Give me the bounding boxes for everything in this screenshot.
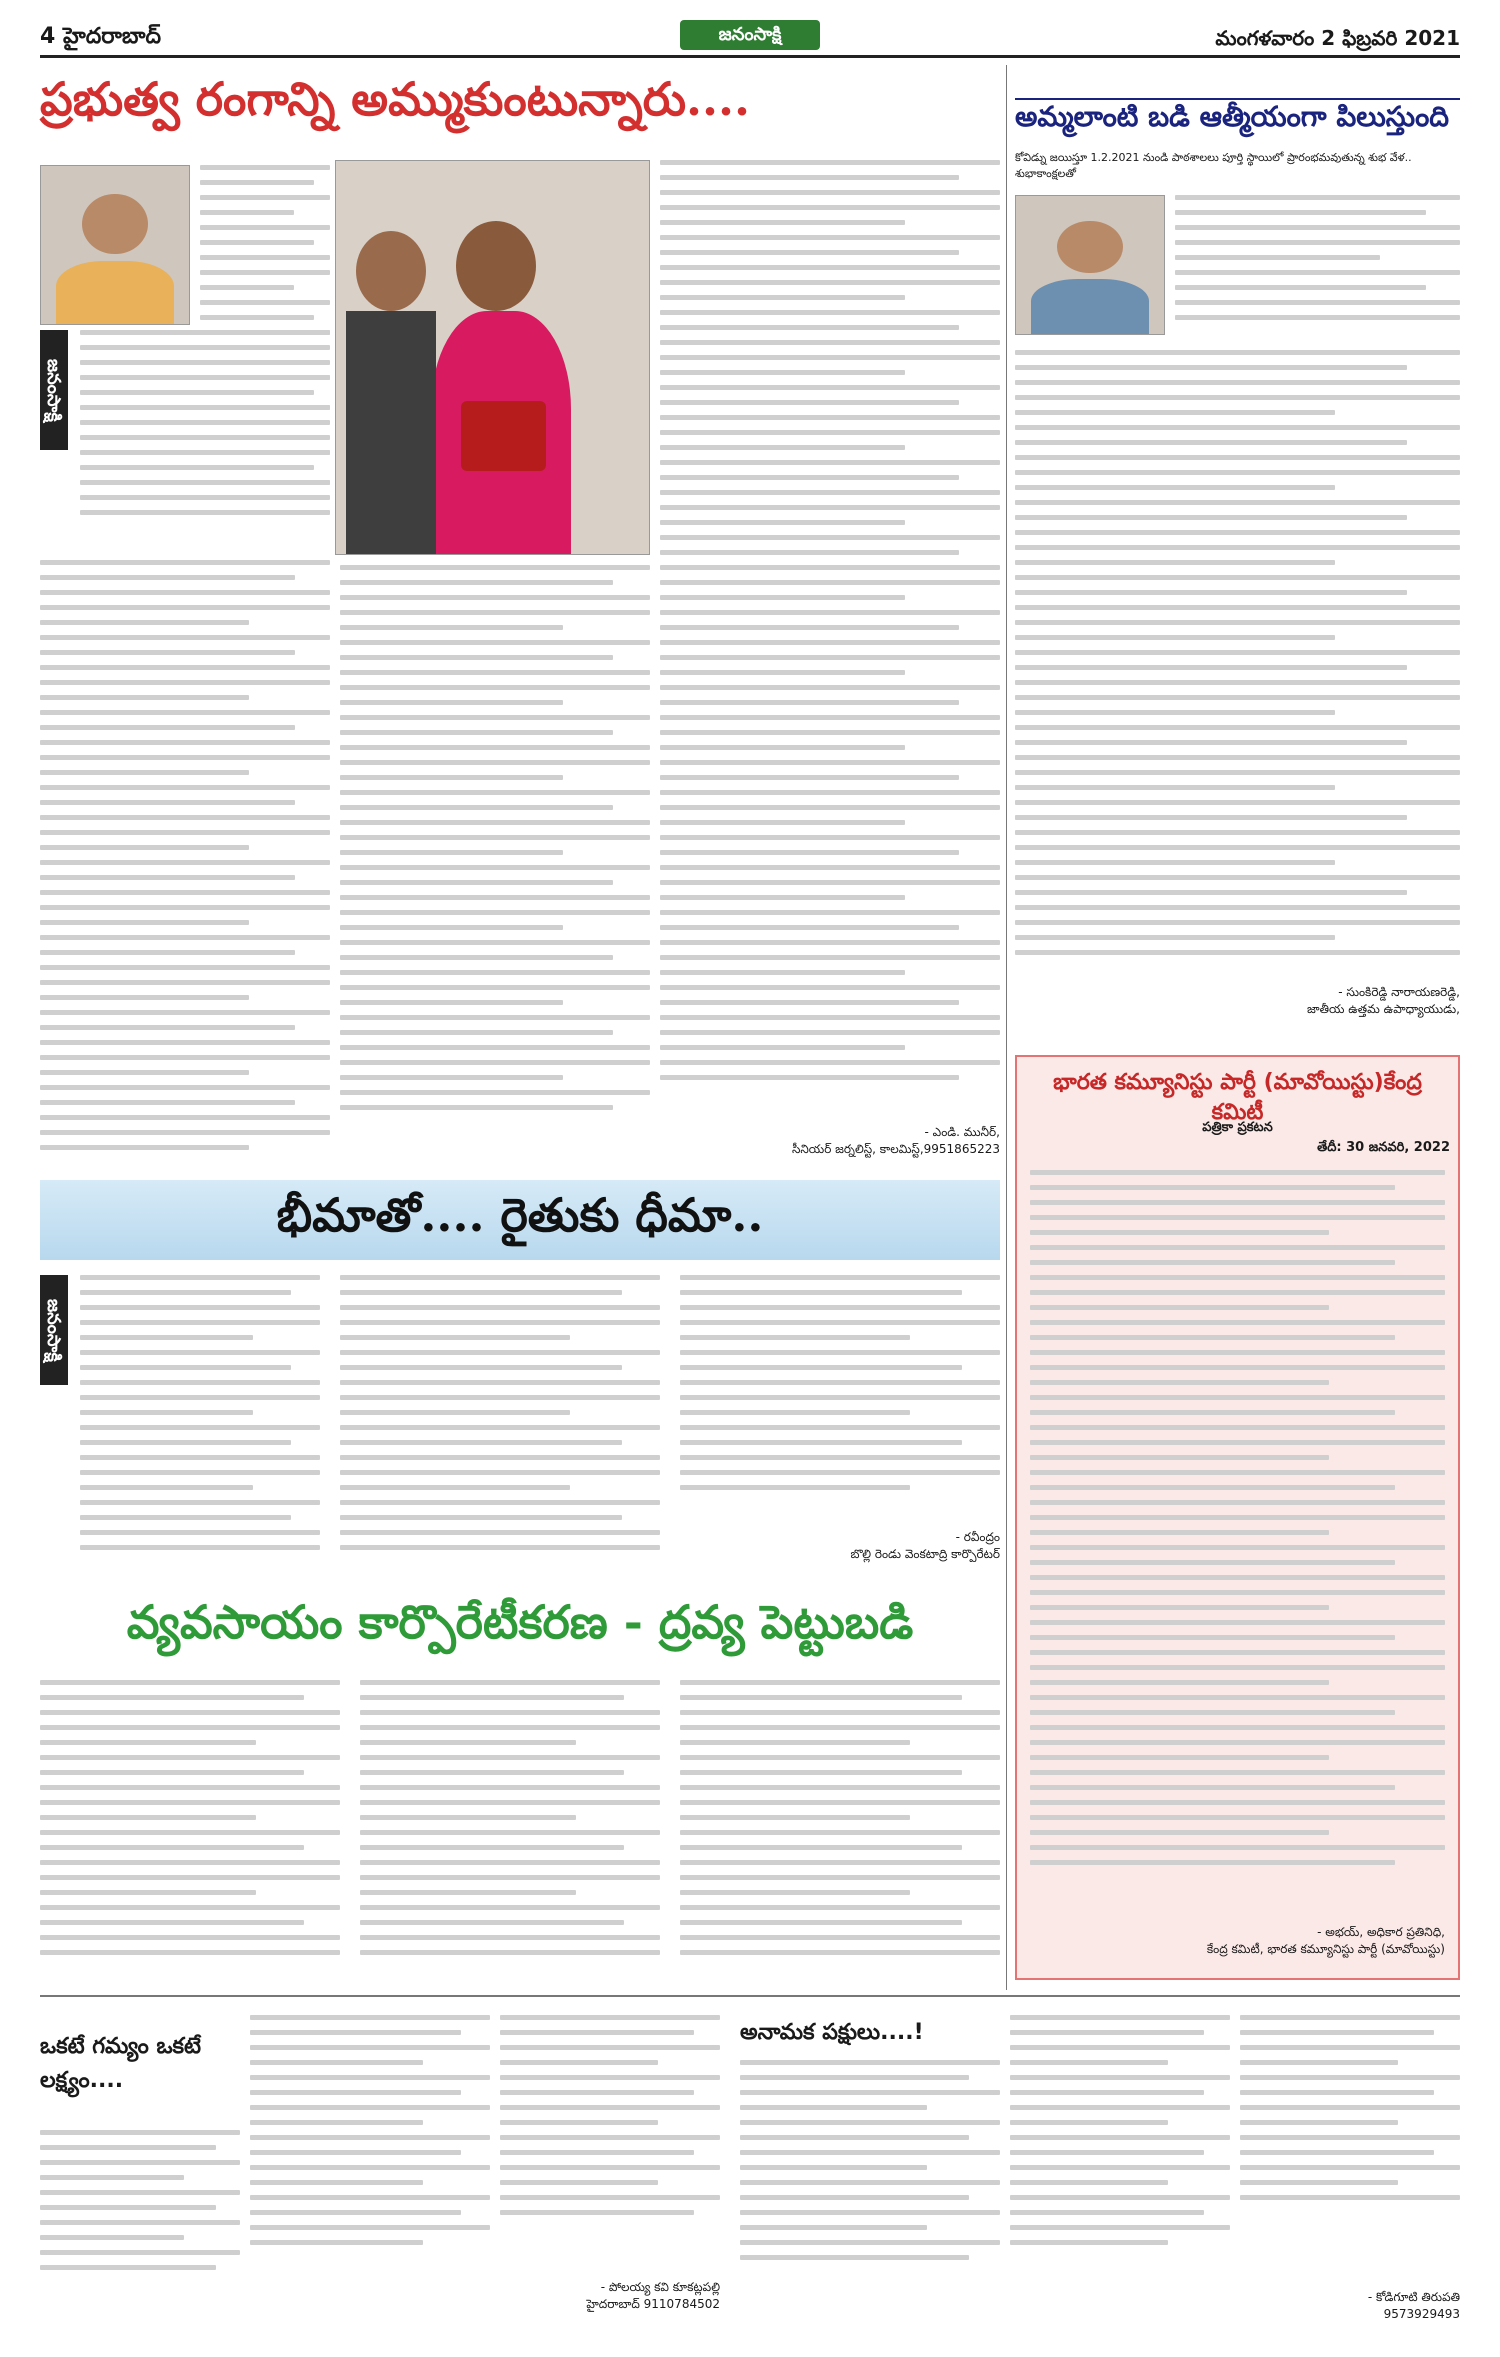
- column-divider: [1006, 65, 1007, 1990]
- maoist-title: భారత కమ్యూనిస్టు పార్టీ (మావోయిస్టు)కేంద్ర కమిటీ: [1053, 1070, 1422, 1125]
- right-author-photo: [1015, 195, 1165, 335]
- page-header: [40, 18, 1460, 58]
- bhima-tag: జనంసాక్షి: [40, 1275, 68, 1385]
- bhima-col-1: [80, 1275, 320, 1575]
- lead-col-2: [340, 565, 650, 1145]
- poem-1-left: [40, 2130, 240, 2330]
- poem-divider: [40, 1995, 1460, 1997]
- poem-1-col-3: [500, 2015, 720, 2305]
- lead-col-1b: [80, 330, 330, 545]
- poem-1-col-2: [250, 2015, 490, 2305]
- right-col-1: [1175, 195, 1460, 345]
- side-tag: జనంసాక్షి: [40, 330, 68, 450]
- poem-2-byline: - కోడిగూటి తిరుపతి 9573929493: [1367, 2290, 1460, 2321]
- poem-1-byline: - పోలయ్య కవి కూకట్లపల్లి హైదరాబాద్ 9110784502: [586, 2280, 720, 2311]
- maoist-body: [1030, 1170, 1445, 1910]
- right-subline: కోవిడ్ను జయిస్తూ 1.2.2021 నుండి పాఠశాలలు పూర్తి స్థాయిలో ప్రారంభమవుతున్న శుభ వేళ.. శుభాకాంక్షలతో: [1015, 151, 1412, 180]
- lead-headline: ప్రభుత్వ రంగాన్ని అమ్ముకుంటున్నారు....: [40, 72, 751, 126]
- right-headline: అమ్మలాంటి బడి ఆత్మీయంగా పిలుస్తుంది: [1015, 100, 1450, 133]
- poem-2-col-2: [1010, 2015, 1230, 2315]
- corp-col-1: [40, 1680, 340, 1980]
- page-number-city: 4 హైదరాబాద్: [40, 24, 161, 49]
- minister-photo: [335, 160, 650, 555]
- issue-date: మంగళవారం 2 ఫిబ్రవరి 2021: [1215, 26, 1460, 50]
- bhima-headline: భీమాతో.... రైతుకు ధీమా..: [276, 1188, 764, 1242]
- author-photo: [40, 165, 190, 325]
- right-byline: - సుంకిరెడ్డి నారాయణరెడ్డి, జాతీయ ఉత్తమ ఉపాధ్యాయుడు,: [1307, 985, 1460, 1016]
- poem-2-title: అనామక పక్షులు....!: [740, 2020, 924, 2045]
- lead-col-1c: [40, 560, 330, 1160]
- maoist-date: తేదీ: 30 జనవరి, 2022: [1317, 1140, 1450, 1155]
- lead-col-3: [660, 160, 1000, 1120]
- maoist-byline: - అభయ్, అధికార ప్రతినిధి, కేంద్ర కమిటీ, భారత కమ్యూనిస్టు పార్టీ (మావోయిస్టు): [1206, 1925, 1445, 1956]
- corp-col-3: [680, 1680, 1000, 1980]
- bhima-col-2: [340, 1275, 660, 1575]
- poem-1-title: ఒకటే గమ్యం ఒకటే లక్ష్యం....: [40, 2034, 202, 2093]
- poem-2-col-1: [740, 2060, 1000, 2330]
- corp-col-2: [360, 1680, 660, 1980]
- corporate-headline: వ్యవసాయం కార్పొరేటీకరణ - ద్రవ్య పెట్టుబడి: [126, 1595, 914, 1649]
- poem-2-col-3: [1240, 2015, 1460, 2285]
- newspaper-logo: జనంసాక్షి: [680, 20, 820, 50]
- maoist-press-label: పత్రికా ప్రకటన: [1202, 1120, 1273, 1135]
- lead-byline: - ఎండి. మునీర్, సీనియర్ జర్నలిస్ట్, కాలమిస్ట్,9951865223: [791, 1125, 1000, 1156]
- right-col-2: [1015, 350, 1460, 980]
- bhima-col-3: [680, 1275, 1000, 1525]
- bhima-byline: - రవీంద్రం బొల్లి రెండు వెంకటాద్రి కార్పొరేటర్: [850, 1530, 1000, 1561]
